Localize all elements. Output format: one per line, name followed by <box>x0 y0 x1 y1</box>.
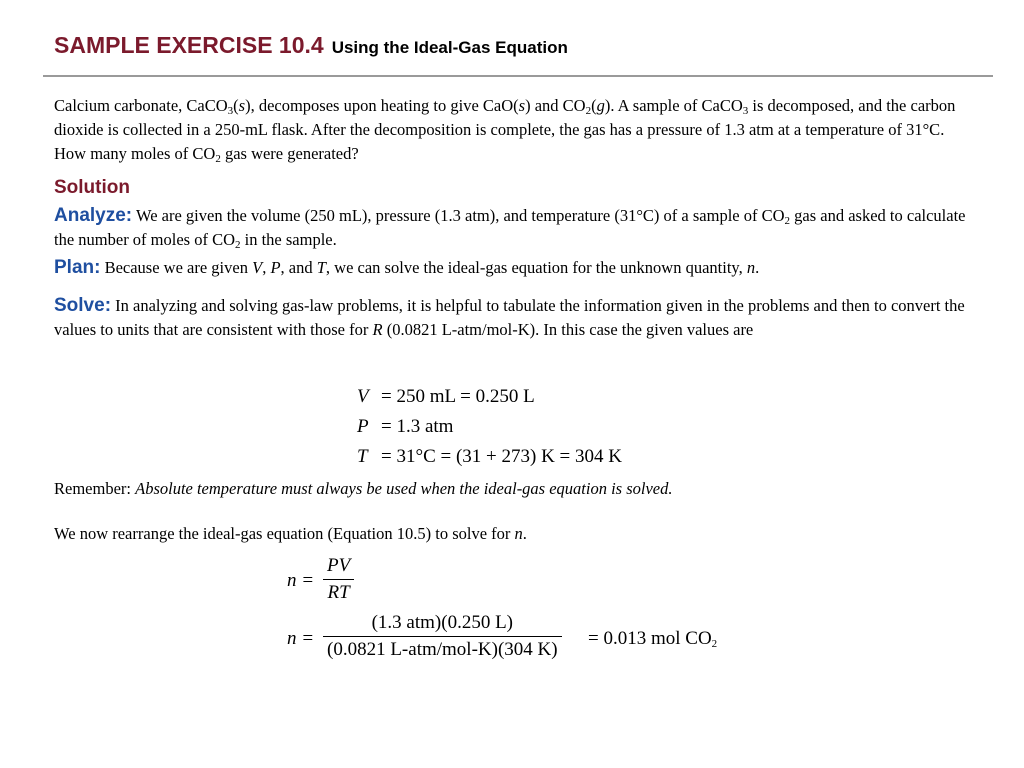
equation1-lhs: n = <box>287 570 315 591</box>
slide-header <box>54 32 568 59</box>
plan-paragraph: Plan: Because we are given V, P, and T, we can solve the ideal-gas equation for the unknown quantity, n. <box>54 257 760 278</box>
solution-heading: Solution <box>54 177 130 198</box>
equation2-denominator: (0.0821 L-atm/mol-K)(304 K) <box>327 639 558 660</box>
given-row-temperature: T = 31°C = (31 + 273) K = 304 K <box>357 446 622 467</box>
equation2-fraction <box>323 612 562 661</box>
equation1-fraction <box>323 555 354 604</box>
equation1-numerator: PV <box>323 555 354 580</box>
exercise-title: SAMPLE EXERCISE 10.4 <box>54 32 324 58</box>
equation2-result: = 0.013 mol $CO_2$ <box>588 628 718 650</box>
analyze-paragraph: Analyze: We are given the volume (250 mL), pressure (1.3 atm), and temperature (31°C) of a sample of $CO_2$ gas and asked to calculate the number of moles of $CO_2$ in the sample. <box>54 205 966 251</box>
equation1-denominator: RT <box>327 582 350 603</box>
exercise-subtitle: Using the Ideal-Gas Equation <box>331 38 568 57</box>
solve-paragraph: Solve: In analyzing and solving gas-law problems, it is helpful to tabulate the information given in the problems and then to convert the values to units that are consistent with those for R (0.0821 L-atm/mol-K). In this case the given values are <box>54 295 965 339</box>
given-values-block <box>357 382 622 472</box>
header-divider <box>43 75 993 77</box>
solve-label: Solve: <box>54 295 112 316</box>
equation2-numerator: (1.3 atm)(0.250 L) <box>323 612 562 637</box>
analyze-label: Analyze: <box>54 205 133 226</box>
given-row-pressure: P = 1.3 atm <box>357 416 454 437</box>
plan-label: Plan: <box>54 257 101 278</box>
given-row-volume: V = 250 mL = 0.250 L <box>357 386 535 407</box>
equation2-lhs: n = <box>287 628 315 649</box>
remember-note: Remember: Absolute temperature must always be used when the ideal-gas equation is solved. <box>54 479 673 498</box>
rearrange-paragraph: We now rearrange the ideal-gas equation (Equation 10.5) to solve for n. <box>54 524 527 543</box>
problem-statement: Calcium carbonate, CaCO$_3$(s), decomposes upon heating to give CaO(s) and $CO_2(g)$. A sample of CaCO$_3$ is decomposed, and the carbon dioxide is collected in a 250-mL flask. After the decomposition is complete, the gas has a pressure of 1.3 atm at a temperature of 31°C. How many moles of $CO_2$ gas were generated? <box>54 96 956 165</box>
